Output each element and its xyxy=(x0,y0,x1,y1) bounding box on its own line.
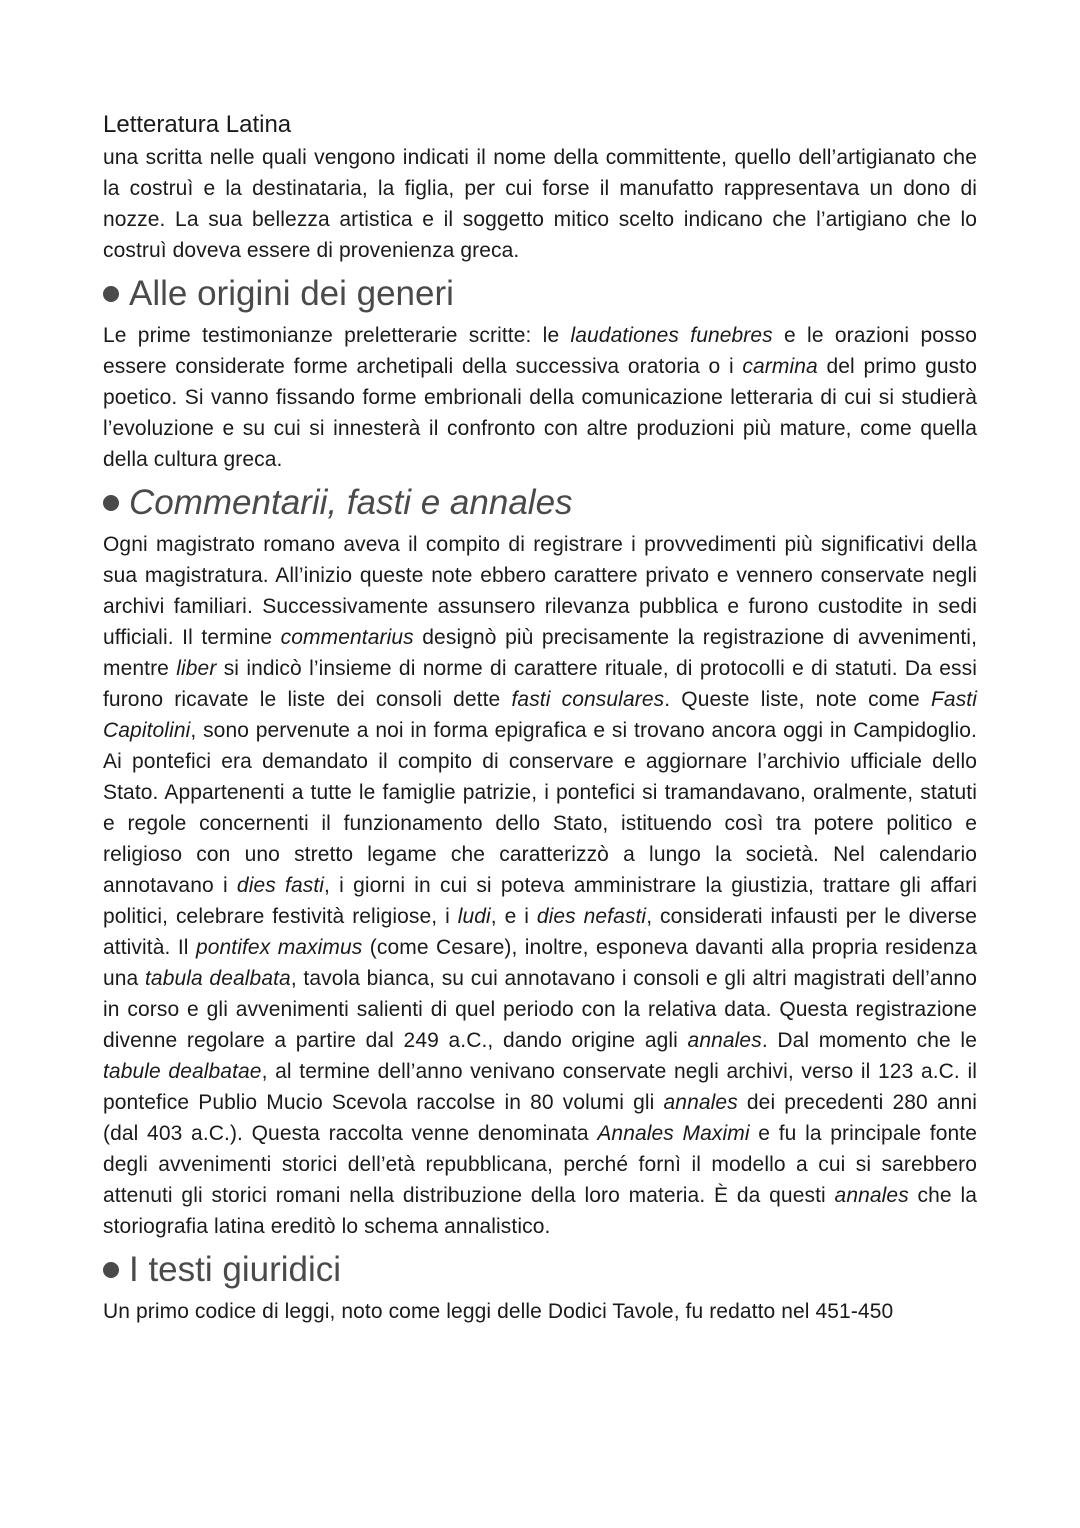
bullet-icon xyxy=(103,1262,119,1278)
italic-term: annales xyxy=(663,1091,738,1114)
section-heading-commentarii xyxy=(103,481,977,525)
italic-term: Fasti Capitolini xyxy=(103,688,977,742)
italic-term: annales xyxy=(687,1029,762,1052)
italic-term: Annales Maximi xyxy=(597,1122,750,1145)
intro-paragraph: una scritta nelle quali vengono indicati il nome della committente, quello dell’artigianato che la costruì e la destinataria, la figlia, per cui forse il manufatto rappresentava un dono di nozze. La sua bellezza artistica e il soggetto mitico scelto indicano che l’artigiano che lo costruì doveva essere di provenienza greca. xyxy=(103,146,977,262)
section-heading-text: I testi giuridici xyxy=(129,1250,342,1289)
italic-term: tabule dealbatae xyxy=(103,1060,262,1083)
italic-term: ludi xyxy=(457,905,491,928)
bullet-icon xyxy=(103,495,119,511)
italic-term: laudationes funebres xyxy=(570,324,773,347)
section-heading-text: Commentarii, fasti e annales xyxy=(129,483,573,522)
italic-term: pontifex maximus xyxy=(195,936,363,959)
italic-term: liber xyxy=(176,657,217,680)
section-paragraph-commentarii: Ogni magistrato romano aveva il compito di registrare i provvedimenti più significativi della sua magistratura. All’inizio queste note ebbero carattere privato e vennero conservate negli archivi familiari. Successivamente assunsero rilevanza pubblica e furono custodite in sedi ufficiali. Il termine commentarius designò più precisamente la registrazione di avvenimenti, mentre liber si indicò l’insieme di norme di carattere rituale, di protocolli e di statuti. Da essi furono ricavate le liste dei consoli dette fasti consulares. Queste liste, note come Fasti Capitolini, sono pervenute a noi in forma epigrafica e si trovano ancora oggi in Campidoglio. Ai pontefici era demandato il compito di conservare e aggiornare l’archivio ufficiale dello Stato. Appartenenti a tutte le famiglie patrizie, i pontefici si tramandavano, oralmente, statuti e regole concernenti il funzionamento dello Stato, istituendo così tra potere politico e religioso con uno stretto legame che caratterizzò a lungo la società. Nel calendario annotavano i dies fasti, i giorni in cui si poteva amministrare la giustizia, trattare gli affari politici, celebrare festività religiose, i ludi, e i dies nefasti, considerati infausti per le diverse attività. Il pontifex maximus (come Cesare), inoltre, esponeva davanti alla propria residenza una tabula dealbata, tavola bianca, su cui annotavano i consoli e gli altri magistrati dell’anno in corso e gli avvenimenti salienti di quel periodo con la relativa data. Questa registrazione divenne regolare a partire dal 249 a.C., dando origine agli annales. Dal momento che le tabule dealbatae, al termine dell’anno venivano conservate negli archivi, verso il 123 a.C. il pontefice Publio Mucio Scevola raccolse in 80 volumi gli annales dei precedenti 280 anni (dal 403 a.C.). Questa raccolta venne denominata Annales Maximi e fu la principale fonte degli avvenimenti storici dell’età repubblicana, perché fornì il modello a cui si sarebbero attenuti gli storici romani nella distribuzione della loro materia. È da questi annales che la storiografia latina ereditò lo schema annalistico. xyxy=(103,533,978,1238)
section-heading-testi-giuridici xyxy=(103,1248,977,1292)
italic-term: tabula dealbata xyxy=(144,967,291,990)
italic-term: fasti consulares xyxy=(511,688,665,711)
italic-term: carmina xyxy=(742,355,818,378)
running-header: Letteratura Latina xyxy=(103,111,292,138)
italic-term: annales xyxy=(834,1184,909,1207)
section-paragraph-origini: Le prime testimonianze preletterarie scritte: le laudationes funebres e le orazioni posso essere considerate forme archetipali della successiva oratoria o i carmina del primo gusto poetico. Si vanno fissando forme embrionali della comunicazione letteraria di cui si studierà l’evoluzione e su cui si innesterà il confronto con altre produzioni più mature, come quella della cultura greca. xyxy=(103,324,977,471)
document-page xyxy=(103,108,977,1327)
italic-term: dies fasti xyxy=(236,874,325,897)
section-paragraph-testi-giuridici: Un primo codice di leggi, noto come leggi delle Dodici Tavole, fu redatto nel 451-450 xyxy=(103,1300,894,1323)
section-heading-origini xyxy=(103,272,977,316)
bullet-icon xyxy=(103,286,119,302)
italic-term: commentarius xyxy=(280,626,414,649)
italic-term: dies nefasti xyxy=(536,905,647,928)
section-heading-text: Alle origini dei generi xyxy=(129,274,454,313)
